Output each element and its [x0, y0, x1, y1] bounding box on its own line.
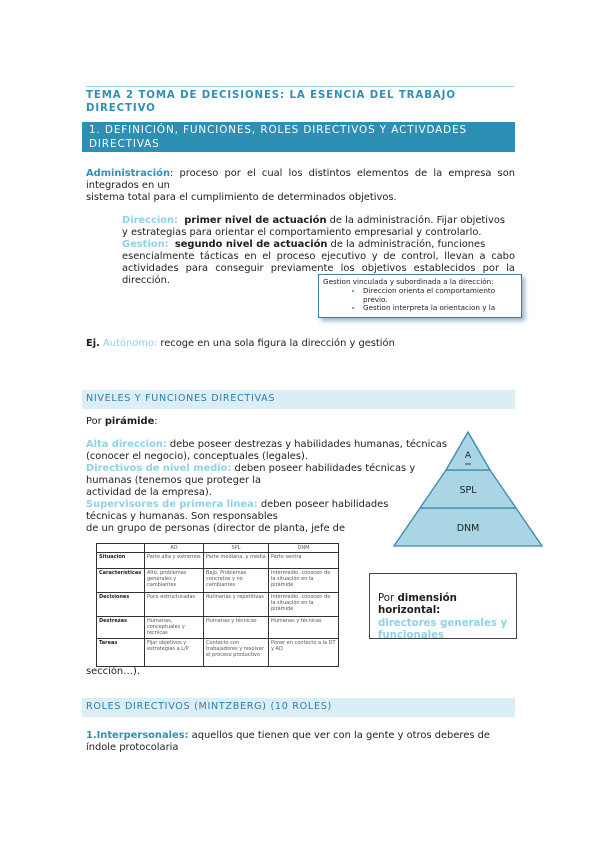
medio-text-1: deben poseer habilidades técnicas y [231, 463, 416, 474]
horizontal-prefix: Por [378, 593, 398, 604]
medio-term: Directivos de nivel medio: [86, 463, 232, 474]
table-cell: Parte alta y extremos [145, 553, 204, 569]
piramide-suffix: : [154, 416, 158, 427]
table-row [97, 593, 339, 617]
admin-line-2: sistema total para el cumplimiento de determinados objetivos. [86, 192, 397, 203]
ejemplo-line [86, 338, 395, 350]
ejemplo-prefix: Ej. [86, 338, 100, 349]
medio-line-3: actividad de la empresa). [86, 487, 212, 498]
supervisores-line-1 [86, 499, 388, 511]
ejemplo-term: Autónomo: [103, 338, 158, 349]
supervisores-line-4: sección…). [86, 666, 140, 677]
table-cell: Fijar objetivos y estrategias a L/P [145, 639, 204, 667]
page-title: TEMA 2 TOMA DE DECISIONES: LA ESENCIA DEL TRABAJO DIRECTIVO [86, 90, 456, 114]
ejemplo-text: recoge en una sola figura la dirección y gestión [157, 338, 395, 349]
table-row [97, 553, 339, 569]
table-cell: Destrezas [97, 617, 145, 639]
direccion-line-1 [122, 215, 515, 227]
alta-term: Alta direccion: [86, 439, 167, 450]
table-cell: Intermedio, conocen de la situación en la pirámide [269, 593, 339, 617]
horizontal-bold: dimensión horizontal: [378, 593, 457, 617]
callout-item-2: • Gestion interpreta la orientacion y la [363, 304, 517, 313]
section-heading-niveles: NIVELES Y FUNCIONES DIRECTIVAS [82, 390, 515, 409]
table-cell: Situación [97, 553, 145, 569]
table-cell: Decisiones [97, 593, 145, 617]
table-cell: Intermedio, conocen de la situación en la pirámide [269, 569, 339, 593]
direccion-text-1: de la administración. Fijar objetivos [326, 215, 506, 226]
interpersonales-text-1: aquellos que tienen que ver con la gente y otros deberes de [188, 730, 490, 741]
gestion-bold: segundo nivel de actuación [174, 239, 328, 250]
gestion-term: Gestion: [122, 239, 169, 250]
pyramid-diagram [392, 428, 544, 550]
medio-line-1 [86, 463, 415, 475]
callout-item-1: • Direccion orienta el comportamiento previo. [363, 287, 517, 305]
horizontal-dimension-box [369, 573, 517, 639]
table-row [97, 569, 339, 593]
piramide-prefix: Por [86, 416, 105, 427]
pyramid-label-mid: SPL [459, 485, 477, 496]
callout-list [323, 287, 517, 313]
pyramid-label-bottom: DNM [456, 523, 480, 534]
medio-line-2: humanas (tenemos que proteger la [86, 475, 262, 486]
table-cell: Poco estructuradas [145, 593, 204, 617]
supervisores-line-2: técnicas y humanas. Son responsables [86, 511, 278, 522]
table-cell: Humanas, conceptuales y técnicas [145, 617, 204, 639]
supervisores-line-3: de un grupo de personas (director de planta, jefe de [86, 523, 346, 534]
horizontal-light: directores generales y funcionales [378, 617, 508, 641]
supervisores-text-1: deben poseer habilidades [257, 499, 389, 510]
direccion-term: Direccion: [122, 215, 179, 226]
table-header-cell: SPL [204, 544, 269, 553]
section-heading-definicion: 1. DEFINICIÓN, FUNCIONES, ROLES DIRECTIVOS Y ACTIVDADES DIRECTIVAS [82, 122, 515, 152]
gestion-line-4: dirección. [122, 275, 170, 286]
interpersonales-bold: 1.Interpersonales: [86, 730, 189, 741]
table-row [97, 617, 339, 639]
gestion-line-3: actividades para conseguir previamente los objetivos establecidos por la [122, 263, 515, 274]
table-cell: Poner en contacto a la DT y AD [269, 639, 339, 667]
admin-paragraph [86, 168, 515, 193]
pyramid-label-top: A [464, 451, 472, 461]
table-header-cell [97, 544, 145, 553]
table-header-row [97, 544, 339, 553]
gestion-callout-box [318, 274, 522, 318]
table-cell: Humanas y técnicas [269, 617, 339, 639]
table-cell: Alto, problemas generales y cambiantes [145, 569, 204, 593]
table-cell: Contacto con trabajadores y resolver el proceso productivo [204, 639, 269, 667]
table-header-cell: DNM [269, 544, 339, 553]
table-row [97, 639, 339, 667]
admin-term: Administración [86, 168, 170, 179]
direccion-line-2: y estrategias para orientar el comportamiento empresarial y controlarlo. [122, 227, 482, 238]
levels-table [96, 543, 339, 667]
admin-text-1: : proceso por el cual los distintos elementos de la empresa son integrados en un [86, 168, 515, 192]
gestion-text-1: de la administración, funciones [327, 239, 486, 250]
table-cell: Parte sentra [269, 553, 339, 569]
table-cell: Rutinarias y repetitivas [204, 593, 269, 617]
table-cell: Bajo, Problemas concretos y no cambiantes [204, 569, 269, 593]
gestion-line-2: esencialmente tácticas en el proceso ejecutivo y de control, llevan a cabo [122, 251, 515, 262]
supervisores-term: Supervisores de primera linea: [86, 499, 258, 510]
table-cell: Humanas y técnicas [204, 617, 269, 639]
interpersonales-line-2: índole protocolaria [86, 742, 179, 753]
table-cell: Características [97, 569, 145, 593]
table-header-cell: AD [145, 544, 204, 553]
piramide-bold: pirámide [104, 416, 155, 427]
section-heading-roles: ROLES DIRECTIVOS (MINTZBERG) (10 ROLES) [82, 698, 515, 717]
alta-line-2: (conocer el negocio), conceptuales (legales). [86, 451, 309, 462]
piramide-line [86, 416, 158, 428]
table-cell: Parte mediana, y media [204, 553, 269, 569]
callout-title: Gestion vinculada y subordinada a la dirección: [323, 277, 494, 286]
interpersonales-line-1 [86, 730, 516, 742]
direccion-bold: primer nivel de actuación [184, 215, 327, 226]
alta-text-1: debe poseer destrezas y habilidades humanas, técnicas [166, 439, 447, 450]
table-cell: Tareas [97, 639, 145, 667]
top-rule [86, 86, 514, 87]
gestion-line-1 [122, 239, 515, 251]
